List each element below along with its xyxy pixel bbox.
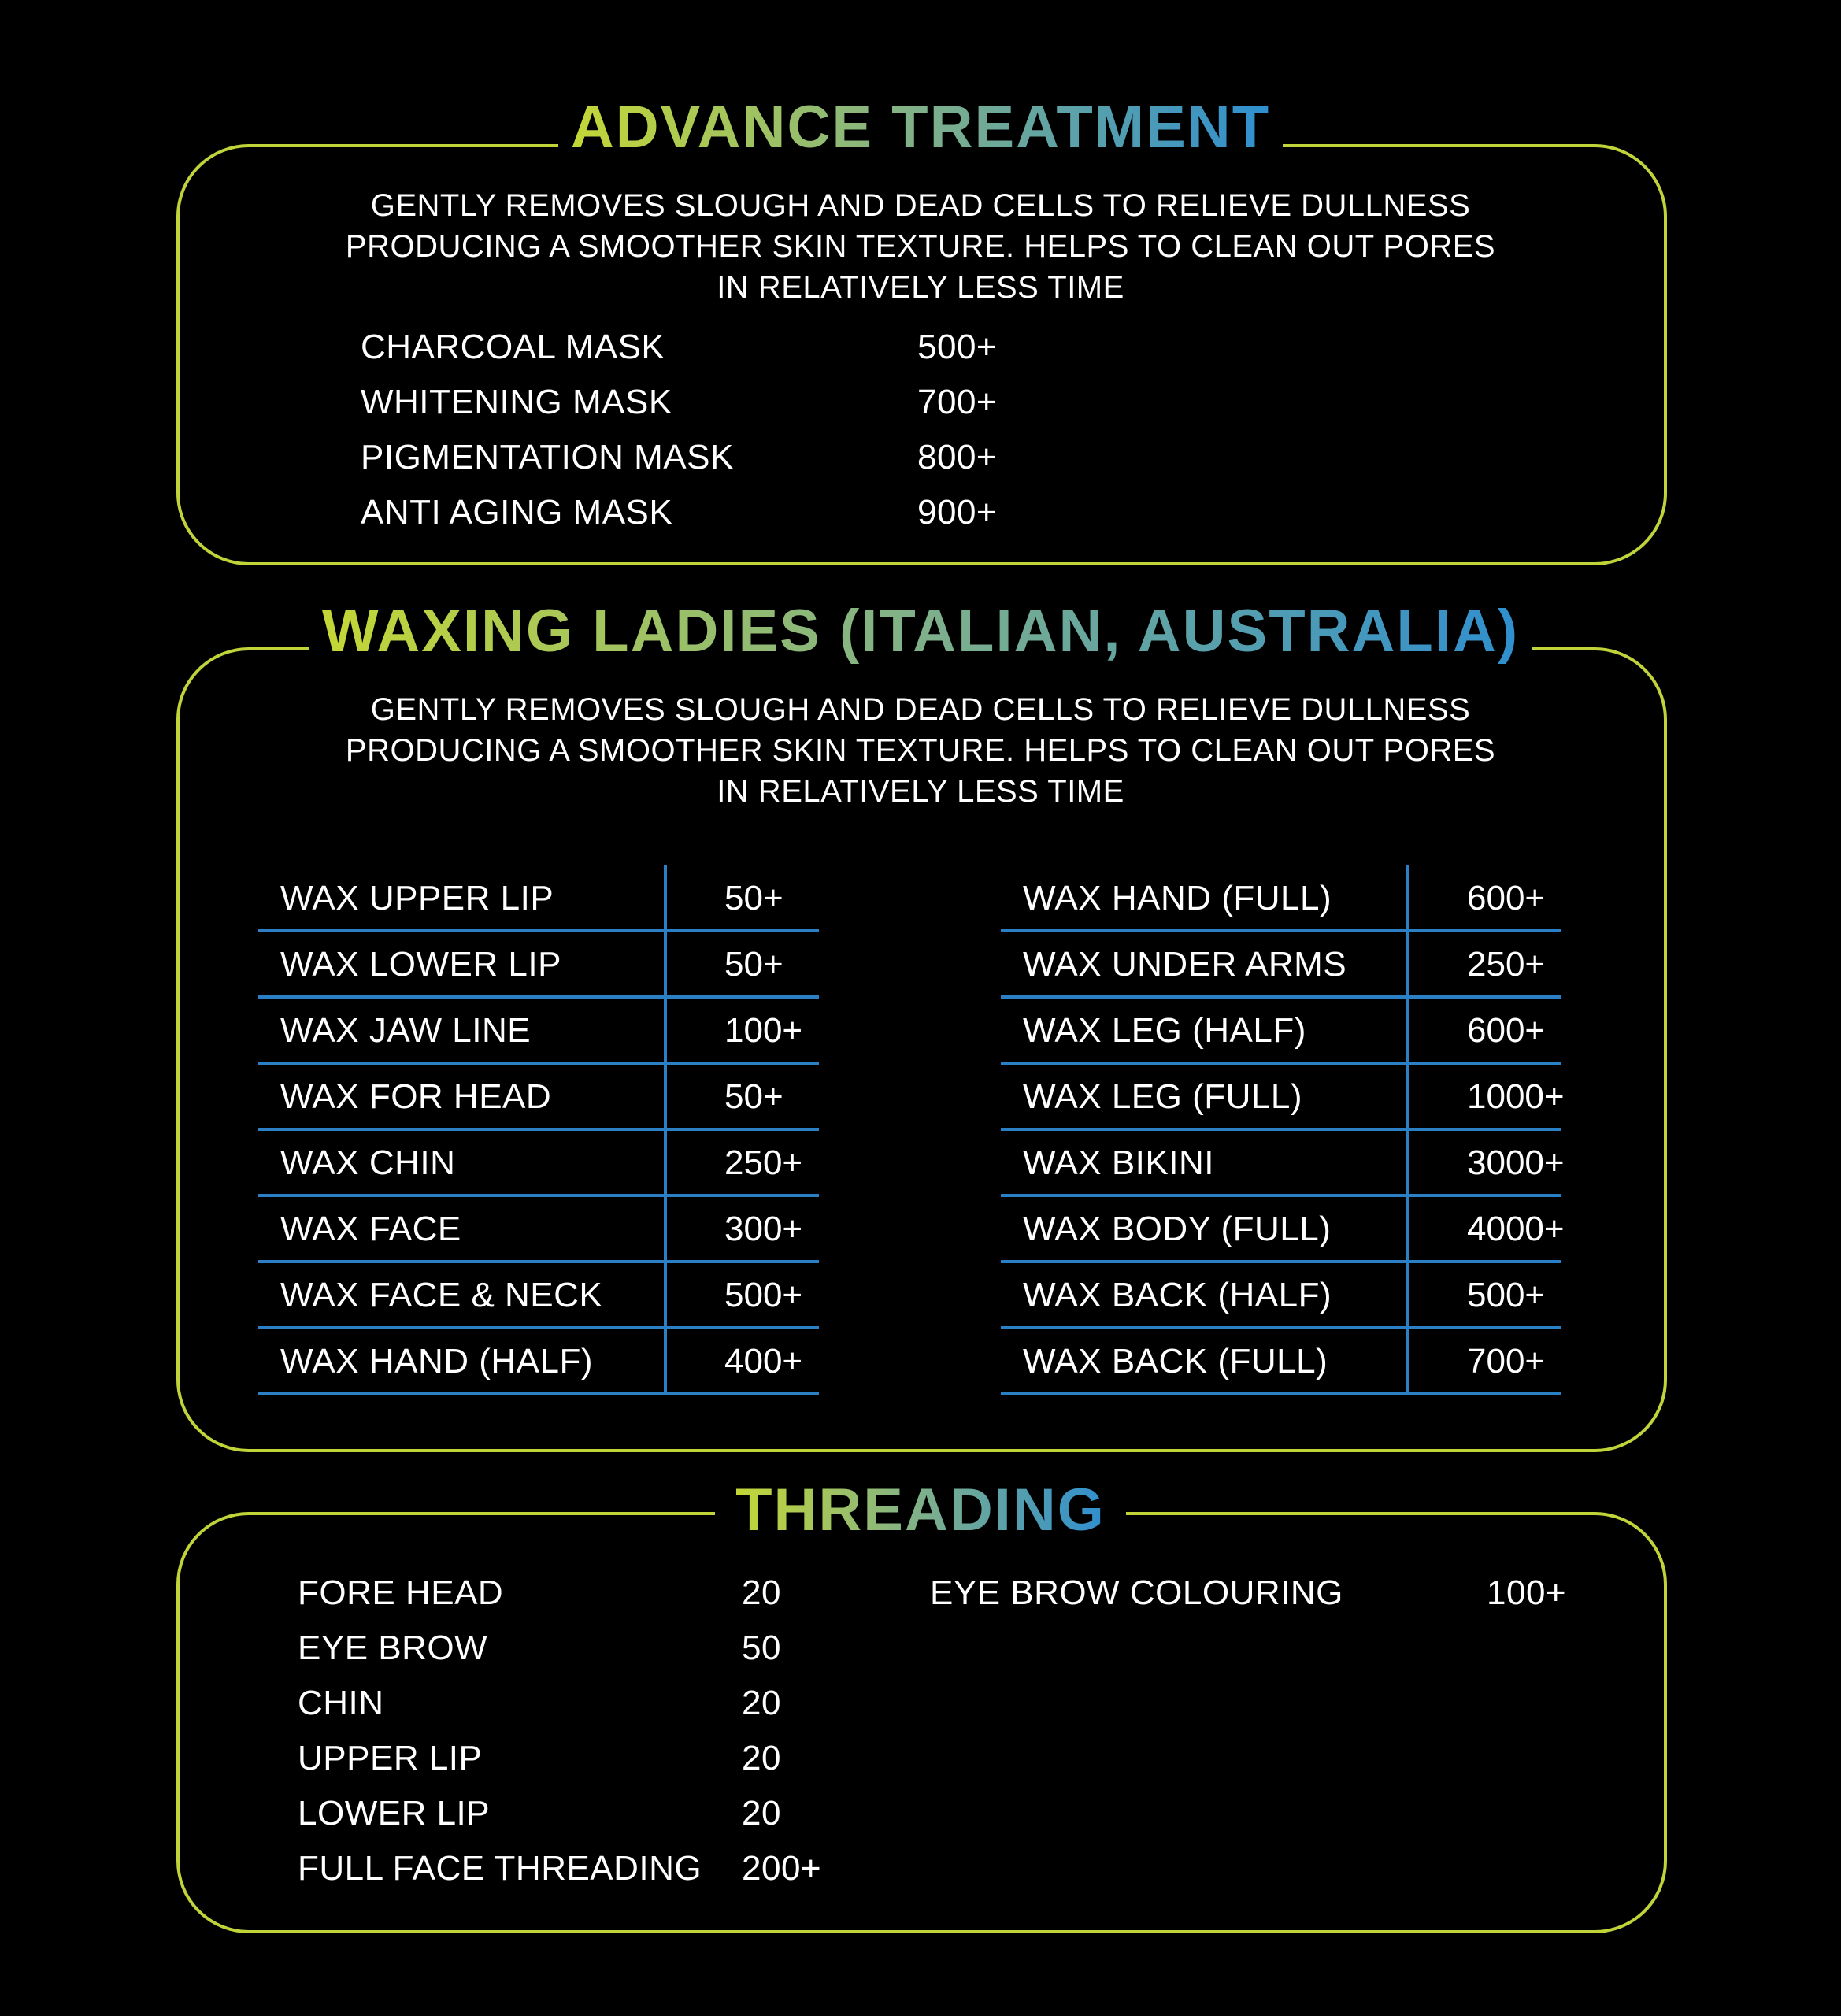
waxing-item-name: WAX BIKINI — [1023, 1143, 1214, 1182]
waxing-item-name: WAX LEG (FULL) — [1023, 1077, 1302, 1116]
waxing-row — [258, 1328, 819, 1394]
table-row-divider — [258, 1392, 819, 1395]
threading-item-name: LOWER LIP — [298, 1794, 491, 1833]
waxing-row — [258, 1195, 819, 1262]
waxing-row — [1001, 1328, 1561, 1394]
advance-item-name: ANTI AGING MASK — [361, 493, 673, 532]
waxing-item-price: 50+ — [724, 879, 783, 917]
waxing-item-price: 400+ — [724, 1342, 803, 1380]
waxing-row — [1001, 931, 1561, 997]
waxing-item-name: WAX HAND (HALF) — [280, 1342, 593, 1380]
threading-item-price: 20 — [742, 1739, 781, 1777]
waxing-item-name: WAX FACE — [280, 1210, 461, 1248]
waxing-item-price: 250+ — [724, 1143, 803, 1182]
waxing-item-price: 50+ — [724, 1077, 783, 1116]
waxing-item-price: 4000+ — [1467, 1210, 1565, 1248]
waxing-item-name: WAX CHIN — [280, 1143, 456, 1182]
threading-title: THREADING — [0, 1480, 1841, 1540]
waxing-item-name: WAX UPPER LIP — [280, 879, 554, 917]
threading-item-price: 200+ — [742, 1849, 822, 1888]
waxing-row — [1001, 865, 1561, 931]
table-column-divider — [664, 865, 667, 1394]
waxing-row — [258, 1129, 819, 1195]
threading-item-name: CHIN — [298, 1684, 384, 1722]
waxing-item-name: WAX FOR HEAD — [280, 1077, 552, 1116]
waxing-row — [1001, 1195, 1565, 1262]
waxing-item-price: 500+ — [724, 1276, 803, 1314]
advance-item-name: PIGMENTATION MASK — [361, 438, 734, 476]
waxing-row — [258, 1063, 819, 1129]
waxing-item-price: 600+ — [1467, 879, 1546, 917]
waxing-item-name: WAX BACK (HALF) — [1023, 1276, 1332, 1314]
waxing-item-price: 50+ — [724, 945, 783, 984]
waxing-row — [1001, 997, 1561, 1063]
waxing-title: WAXING LADIES (ITALIAN, AUSTRALIA) — [0, 602, 1841, 662]
threading-item-name: UPPER LIP — [298, 1739, 483, 1777]
waxing-item-price: 1000+ — [1467, 1077, 1565, 1116]
threading-item-name: FULL FACE THREADING — [298, 1849, 702, 1888]
waxing-item-name: WAX JAW LINE — [280, 1011, 532, 1050]
advance-item-name: WHITENING MASK — [361, 383, 672, 421]
waxing-item-price: 100+ — [724, 1011, 803, 1050]
threading-item-price: 100+ — [1487, 1573, 1567, 1612]
waxing-row — [1001, 1262, 1561, 1328]
waxing-table-right — [1001, 865, 1565, 1384]
waxing-item-price: 3000+ — [1467, 1143, 1565, 1182]
waxing-item-price: 700+ — [1467, 1342, 1546, 1380]
threading-item-name: EYE BROW COLOURING — [930, 1573, 1343, 1612]
advance-item-name: CHARCOAL MASK — [361, 328, 665, 366]
waxing-row — [258, 931, 819, 997]
advance-item-price: 500+ — [917, 328, 998, 366]
waxing-item-price: 500+ — [1467, 1276, 1546, 1314]
advance-item-price: 900+ — [917, 493, 998, 532]
waxing-item-price: 250+ — [1467, 945, 1546, 984]
waxing-item-name: WAX LOWER LIP — [280, 945, 561, 984]
waxing-row — [258, 997, 819, 1063]
waxing-row — [1001, 1129, 1565, 1195]
waxing-row — [1001, 1063, 1565, 1129]
waxing-description: GENTLY REMOVES SLOUGH AND DEAD CELLS TO RELIEVE DULLNESS PRODUCING A SMOOTHER SKIN TEXTURE. HELPS TO CLEAN OUT PORES IN RELATIVELY LESS TIME — [345, 692, 1496, 809]
waxing-item-price: 600+ — [1467, 1011, 1546, 1050]
waxing-item-name: WAX LEG (HALF) — [1023, 1011, 1306, 1050]
threading-item-price: 20 — [742, 1573, 781, 1612]
waxing-row — [258, 1262, 819, 1328]
threading-item-price: 50 — [742, 1629, 781, 1667]
threading-item-name: EYE BROW — [298, 1629, 488, 1667]
advance-treatment-description: GENTLY REMOVES SLOUGH AND DEAD CELLS TO RELIEVE DULLNESS PRODUCING A SMOOTHER SKIN TEXTURE. HELPS TO CLEAN OUT PORES IN RELATIVELY LESS TIME — [345, 188, 1496, 305]
waxing-table-left — [258, 865, 819, 1384]
waxing-item-name: WAX FACE & NECK — [280, 1276, 603, 1314]
table-column-divider — [1406, 865, 1409, 1394]
advance-item-price: 800+ — [917, 438, 998, 476]
waxing-item-name: WAX HAND (FULL) — [1023, 879, 1332, 917]
advance-item-price: 700+ — [917, 383, 998, 421]
waxing-item-name: WAX BODY (FULL) — [1023, 1210, 1332, 1248]
waxing-item-price: 300+ — [724, 1210, 803, 1248]
advance-treatment-title: ADVANCE TREATMENT — [0, 98, 1841, 158]
threading-item-name: FORE HEAD — [298, 1573, 504, 1612]
threading-item-price: 20 — [742, 1794, 781, 1833]
waxing-item-name: WAX UNDER ARMS — [1023, 945, 1347, 984]
table-row-divider — [1001, 1392, 1561, 1395]
threading-item-price: 20 — [742, 1684, 781, 1722]
waxing-row — [258, 865, 819, 931]
waxing-item-name: WAX BACK (FULL) — [1023, 1342, 1328, 1380]
